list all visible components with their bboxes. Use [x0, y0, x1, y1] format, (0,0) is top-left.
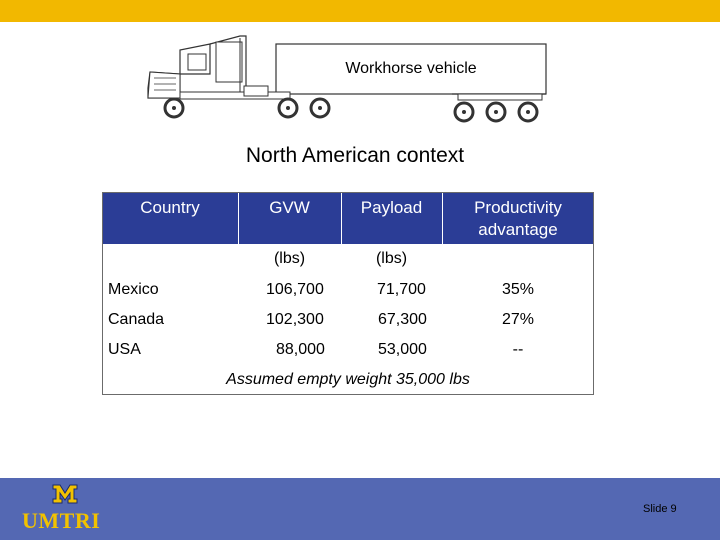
logo-text: UMTRI [22, 508, 101, 533]
truck-illustration [140, 28, 560, 128]
column-header-payload: Payload [360, 198, 423, 217]
cell-advantage-canada: 27% [501, 311, 535, 328]
cell-payload-mexico: 71,700 [377, 281, 426, 298]
top-accent-bar [0, 0, 720, 22]
column-header-country: Country [140, 198, 200, 217]
trailer-label: Workhorse vehicle [345, 60, 477, 77]
cell-gvw-usa: 88,000 [276, 341, 325, 358]
unit-gvw: (lbs) [273, 250, 306, 267]
cell-payload-canada: 67,300 [378, 311, 427, 328]
column-header-gvw: GVW [269, 198, 310, 217]
cell-gvw-canada: 102,300 [266, 311, 324, 328]
column-header-advantage: Productivity advantage [474, 198, 562, 239]
block-m-icon [52, 484, 78, 504]
table-footnote: Assumed empty weight 35,000 lbs [226, 371, 470, 388]
cell-advantage-usa: -- [512, 341, 524, 358]
cell-gvw-mexico: 106,700 [266, 281, 324, 298]
cell-payload-usa: 53,000 [378, 341, 427, 358]
footer-bar [0, 478, 720, 540]
cell-country-mexico: Mexico [108, 281, 159, 298]
cell-country-canada: Canada [108, 311, 165, 328]
slide-number: Slide 9 [643, 503, 677, 515]
cell-country-usa: USA [108, 341, 141, 358]
section-title: North American context [245, 144, 465, 167]
unit-payload: (lbs) [375, 250, 408, 267]
cell-advantage-mexico: 35% [501, 281, 535, 298]
